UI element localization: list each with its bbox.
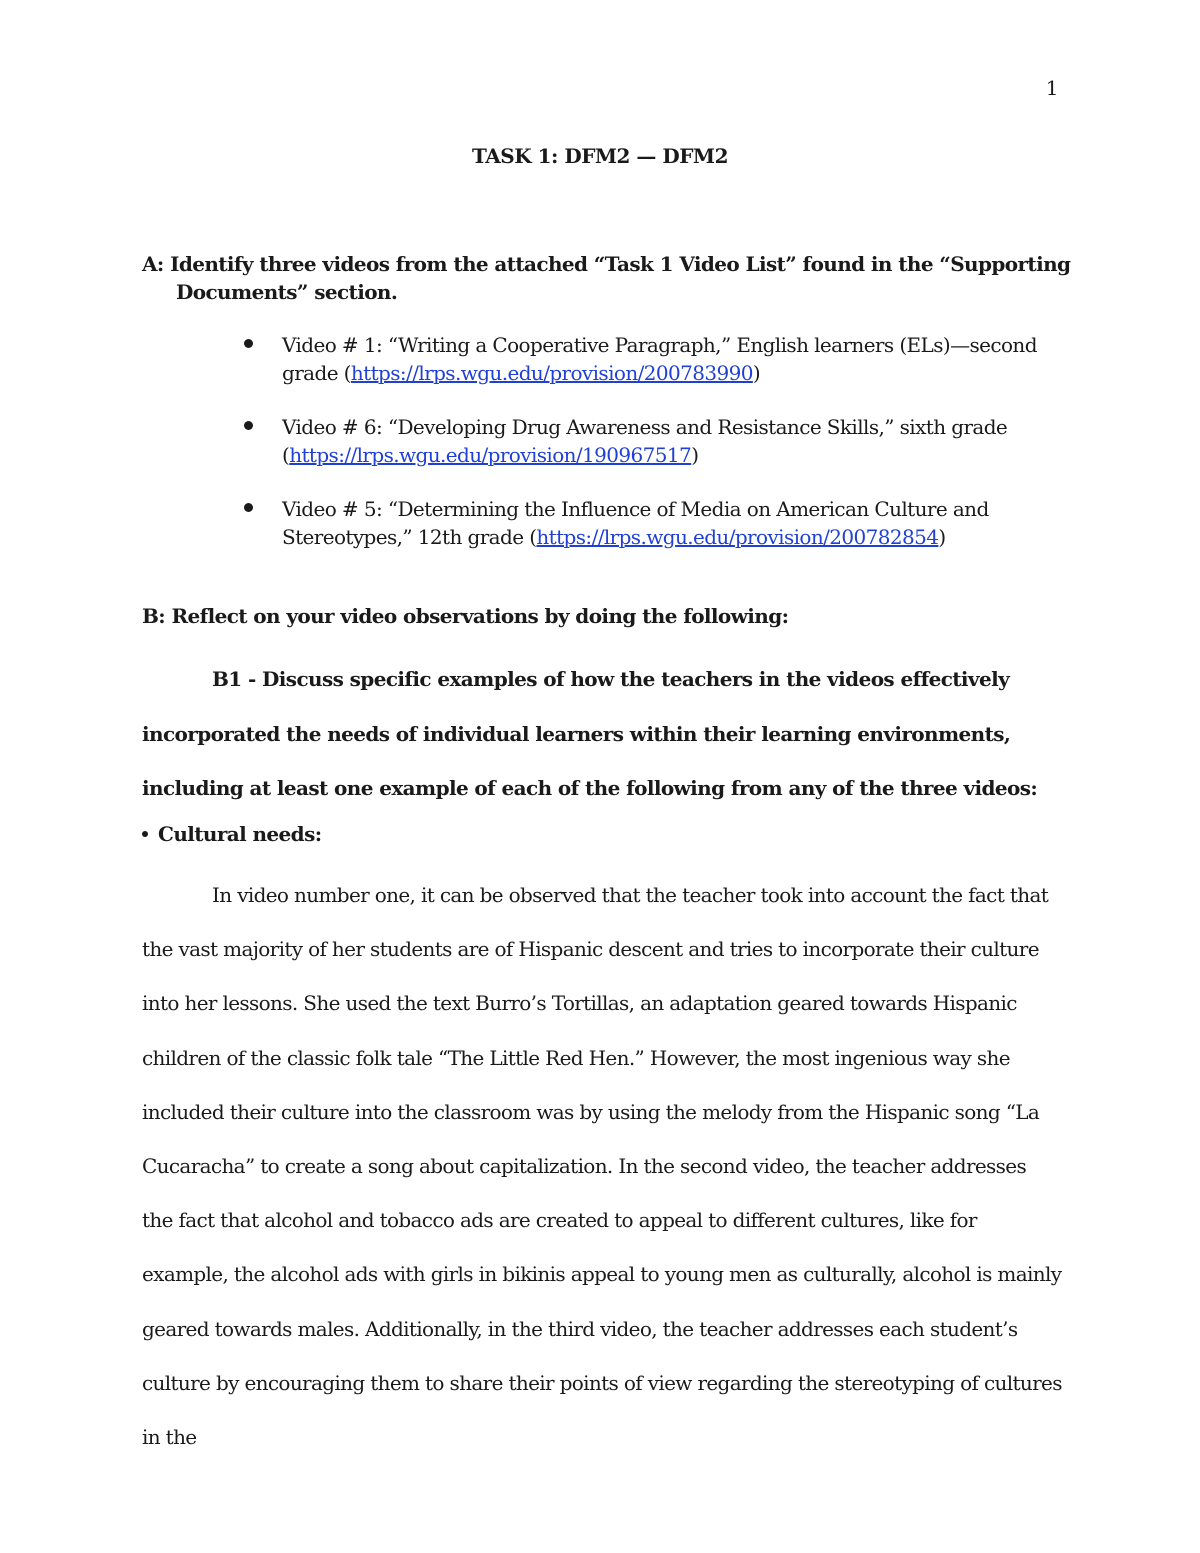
video-1-link[interactable]: https://lrps.wgu.edu/provision/200783990 <box>350 361 753 385</box>
video-1-text: Video # 1: “Writing a Cooperative Paragraph,” English learners (ELs)—second grade ( <box>282 333 1037 385</box>
page-number: 1 <box>1045 76 1058 100</box>
document-title: TASK 1: DFM2 — DFM2 <box>472 144 728 168</box>
bullet-icon <box>244 421 253 430</box>
video-item-1 <box>244 331 1064 387</box>
video-item-6 <box>244 413 1064 469</box>
video-5-link[interactable]: https://lrps.wgu.edu/provision/200782854 <box>536 525 939 549</box>
bullet-icon <box>142 831 148 837</box>
bullet-icon <box>244 339 253 348</box>
video-list <box>244 331 1064 577</box>
cultural-needs-paragraph: In video number one, it can be observed that the teacher took into account the fact that the vast majority of her students are of Hispanic descent and tries to incorporate their culture into her lessons. She used the text Burro’s Tortillas, an adaptation geared towards Hispanic children of the classic folk tale “The Little Red Hen.” However, the most ingenious way she included their culture into the classroom was by using the melody from the Hispanic song “La Cucaracha” to create a song about capitalization. In the second video, the teacher addresses the fact that alcohol and tobacco ads are created to appeal to different cultures, like for example, the alcohol ads with girls in bikinis appeal to young men as culturally, alcohol is mainly geared towards males. Additionally, in the third video, the teacher addresses each student’s culture by encouraging them to share their points of view regarding the stereotyping of cultures in the <box>142 883 1062 1450</box>
video-5-suffix: ) <box>938 525 946 549</box>
video-5-text: Video # 5: “Determining the Influence of Media on American Culture and Stereotypes,” 12th grade ( <box>282 497 989 549</box>
cultural-needs-label: Cultural needs: <box>158 822 322 846</box>
section-a-heading: A: Identify three videos from the attached “Task 1 Video List” found in the “Supporting Documents” section. <box>142 252 1071 304</box>
cultural-needs-heading <box>142 822 322 846</box>
video-1-suffix: ) <box>752 361 761 385</box>
section-b-heading: B: Reflect on your video observations by doing the following: <box>142 604 789 628</box>
b1-prompt: B1 - Discuss specific examples of how the teachers in the videos effectively incorporated the needs of individual learners within their learning environments, including at least one example of each of the following from any of the three videos: <box>142 667 1038 800</box>
video-6-link[interactable]: https://lrps.wgu.edu/provision/190967517 <box>289 443 692 467</box>
video-6-suffix: ) <box>691 443 699 467</box>
video-6-text: Video # 6: “Developing Drug Awareness and Resistance Skills,” sixth grade ( <box>282 415 1008 467</box>
video-item-5 <box>244 495 1064 551</box>
bullet-icon <box>244 503 253 512</box>
